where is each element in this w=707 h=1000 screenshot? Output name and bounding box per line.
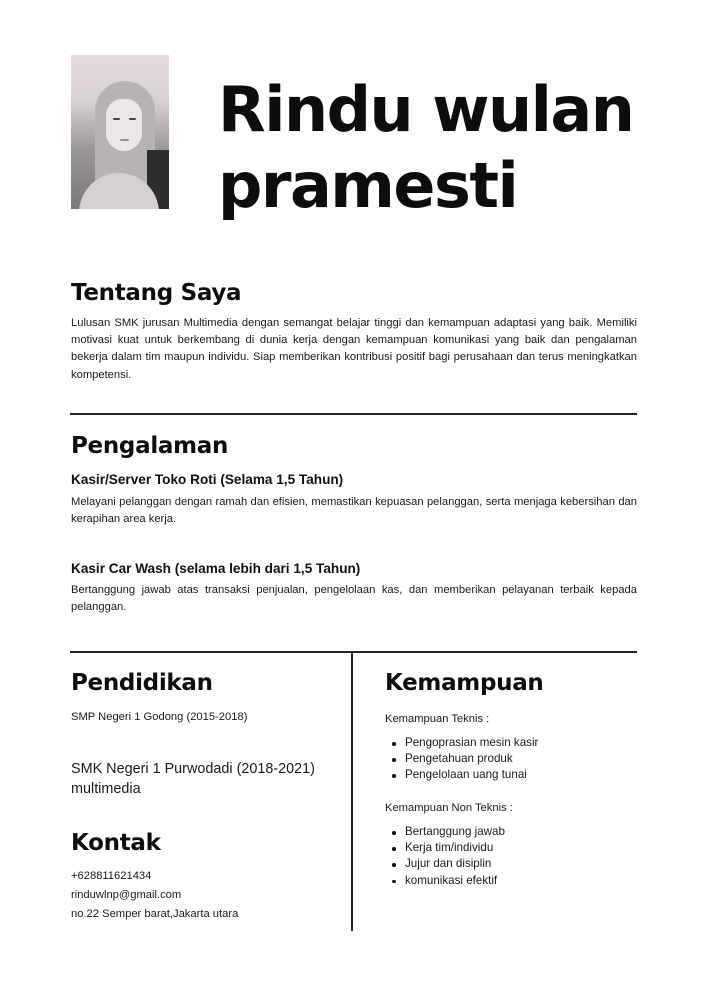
full-name (218, 72, 633, 224)
photo-eye-left (113, 118, 120, 120)
photo-mouth (120, 139, 129, 141)
contact-heading: Kontak (71, 830, 161, 856)
skills-heading: Kemampuan (385, 670, 544, 696)
non-technical-skills-list (385, 824, 505, 889)
divider-experience (70, 651, 637, 653)
column-divider (351, 653, 353, 931)
non-technical-skill-item: Kerja tim/individu (385, 840, 505, 856)
name-line-2: pramesti (218, 149, 518, 222)
non-technical-skill-item: komunikasi efektif (385, 873, 505, 889)
photo-face-shape (106, 99, 142, 151)
non-technical-skill-item: Bertanggung jawab (385, 824, 505, 840)
education-heading: Pendidikan (71, 670, 213, 696)
name-line-1: Rindu wulan (218, 73, 634, 146)
contact-address: no.22 Semper barat,Jakarta utara (71, 908, 239, 920)
about-text: Lulusan SMK jurusan Multimedia dengan semangat belajar tinggi dan kemampuan adaptasi yang baik. Memiliki motivasi kuat untuk berkembang di dunia kerja dengan kemampuan komunikasi yang baik dan pengalaman bekerja dalam tim maupun individu. Siap memberikan kontribusi positif bagi perusahaan dan terus meningkatkan kompetensi. (71, 317, 637, 381)
education-item-smk: SMK Negeri 1 Purwodadi (2018-2021) (71, 761, 315, 777)
experience-description-1: Melayani pelanggan dengan ramah dan efisien, memastikan kepuasan pelanggan, serta menjaga kebersihan dan kerapihan area kerja. (71, 496, 637, 526)
experience-description-2: Bertanggung jawab atas transaksi penjualan, pengelolaan kas, dan memberikan pelayanan terbaik kepada pelanggan. (71, 584, 637, 614)
education-item-smp: SMP Negeri 1 Godong (2015-2018) (71, 711, 248, 723)
education-item-major: multimedia (71, 781, 141, 797)
technical-skill-item: Pengoprasian mesin kasir (385, 735, 538, 751)
experience-role-1: Kasir/Server Toko Roti (Selama 1,5 Tahun) (71, 472, 344, 487)
technical-skills-list (385, 735, 538, 784)
contact-email: rinduwlnp@gmail.com (71, 889, 182, 901)
experience-heading: Pengalaman (71, 433, 229, 459)
technical-skill-item: Pengetahuan produk (385, 751, 538, 767)
non-technical-skills-label: Kemampuan Non Teknis : (385, 802, 513, 814)
about-heading: Tentang Saya (71, 280, 242, 306)
photo-eye-right (129, 118, 136, 120)
contact-phone: +628811621434 (71, 870, 152, 882)
experience-role-2: Kasir Car Wash (selama lebih dari 1,5 Tahun) (71, 561, 361, 576)
profile-photo (71, 55, 169, 209)
non-technical-skill-item: Jujur dan disiplin (385, 856, 505, 872)
divider-about (70, 413, 637, 415)
technical-skill-item: Pengelolaan uang tunai (385, 767, 538, 783)
technical-skills-label: Kemampuan Teknis : (385, 713, 490, 725)
